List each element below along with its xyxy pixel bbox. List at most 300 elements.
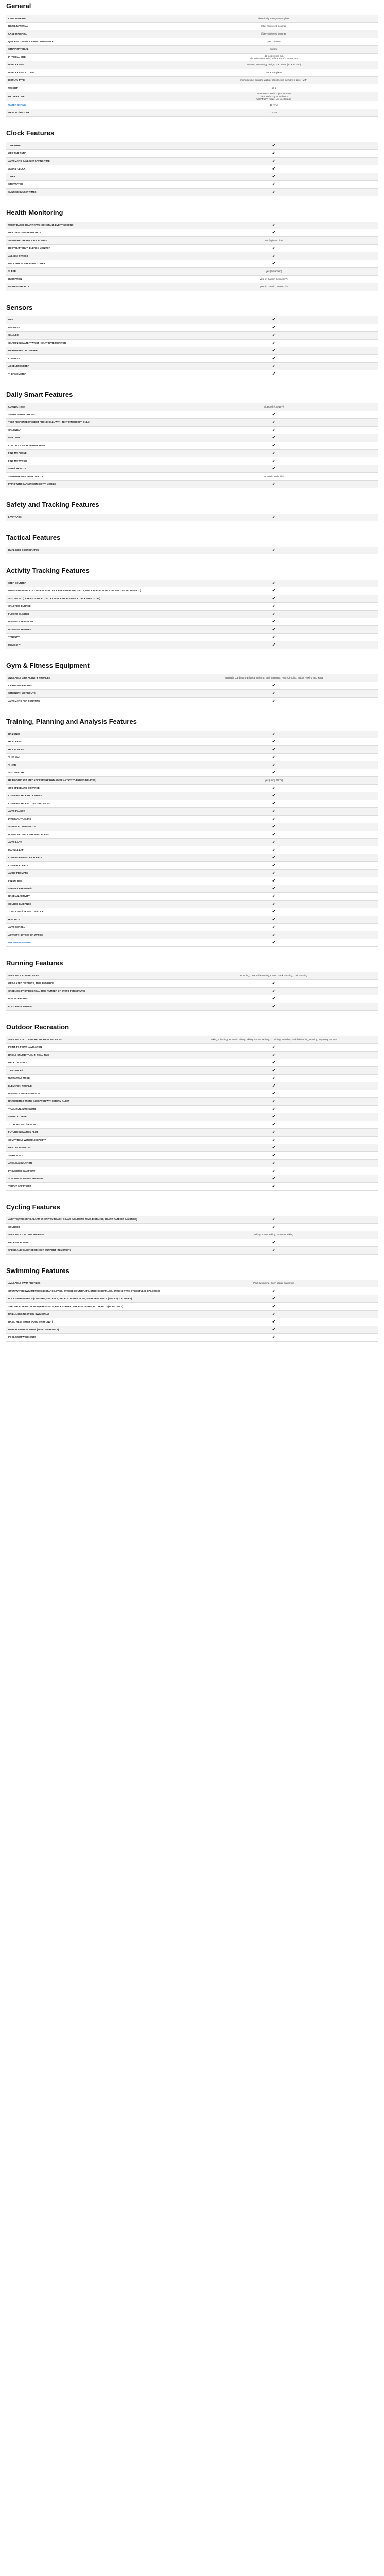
spec-label: DUAL GRID COORDINATES (6, 547, 170, 554)
spec-label: HR BROADCAST (BROADCASTS HR DATA OVER ANT+™ TO PAIRED DEVICES) (6, 776, 170, 784)
spec-row (6, 403, 378, 411)
spec-label: DISTANCE TRAVELED (6, 618, 170, 625)
check-icon: ✔ (170, 1216, 378, 1224)
check-icon: ✔ (170, 442, 378, 449)
spec-value: Hiking, Climbing, Mountain Biking, Skiing, Snowboarding, XC Skiing, Stand Up Paddleboarding, Rowing, Kayaking, Tactical (170, 1036, 378, 1044)
spec-row (6, 908, 378, 916)
spec-label: GARMIN ELEVATE™ WRIST HEART RATE MONITOR (6, 339, 170, 347)
spec-table-activity-tracking-features (6, 580, 378, 649)
spec-value: 52 g (170, 84, 378, 92)
spec-row (6, 418, 378, 426)
spec-table-swimming-features (6, 1280, 378, 1342)
check-icon: ✔ (170, 222, 378, 229)
check-icon: ✔ (170, 316, 378, 324)
spec-label: AUTO PAUSE® (6, 807, 170, 815)
check-icon: ✔ (170, 1128, 378, 1136)
spec-row (6, 769, 378, 776)
check-icon: ✔ (170, 229, 378, 236)
check-icon: ✔ (170, 1295, 378, 1302)
check-icon: ✔ (170, 745, 378, 753)
spec-row (6, 869, 378, 877)
spec-label: SPEED AND CADENCE SENSOR SUPPORT (IN MOTION) (6, 1246, 170, 1254)
check-icon: ✔ (170, 1090, 378, 1097)
spec-label: BATTERY LIFE (6, 92, 170, 101)
spec-label: CUSTOMIZABLE DATA PAGES (6, 792, 170, 800)
spec-label: DRILL LOGGING (POOL SWIM ONLY) (6, 1310, 170, 1318)
spec-label: TRACBACK® (6, 1066, 170, 1074)
spec-label: DAILY RESTING HEART RATE (6, 229, 170, 236)
spec-row (6, 674, 378, 682)
spec-label: ACCELEROMETER (6, 362, 170, 370)
check-icon: ✔ (170, 641, 378, 649)
section-title-running-features: Running Features (6, 959, 63, 967)
section-title-activity-tracking-features: Activity Tracking Features (6, 566, 90, 574)
spec-label: AVAILABLE SWIM PROFILES (6, 1280, 170, 1287)
check-icon: ✔ (170, 142, 378, 150)
spec-row (6, 457, 378, 465)
check-icon: ✔ (170, 1151, 378, 1159)
spec-row (6, 800, 378, 807)
spec-label: BASIC REST TIMER (POOL SWIM ONLY) (6, 1318, 170, 1326)
spec-table-running-features (6, 972, 378, 1011)
spec-label: XERO™ LOCATIONS (6, 1182, 170, 1190)
spec-table-sensors (6, 316, 378, 378)
spec-row (6, 260, 378, 267)
check-icon: ✔ (170, 331, 378, 339)
spec-value: yes (in Garmin Connect™) (170, 283, 378, 291)
spec-row (6, 1333, 378, 1341)
check-icon: ✔ (170, 939, 378, 946)
spec-row (6, 745, 378, 753)
check-icon: ✔ (170, 1059, 378, 1066)
spec-label: WEIGHT (6, 84, 170, 92)
check-icon: ✔ (170, 877, 378, 885)
check-icon: ✔ (170, 1326, 378, 1333)
check-icon: ✔ (170, 738, 378, 745)
spec-label: AVAILABLE RUN PROFILES (6, 972, 170, 980)
spec-label: VIRB® REMOTE (6, 465, 170, 472)
spec-row (6, 931, 378, 939)
spec-label: SUN AND MOON INFORMATION (6, 1175, 170, 1182)
check-icon: ✔ (170, 916, 378, 923)
spec-row (6, 1136, 378, 1144)
spec-row (6, 1036, 378, 1044)
spec-row (6, 1113, 378, 1121)
spec-row (6, 283, 378, 291)
spec-label: ALARM CLOCK (6, 165, 170, 173)
spec-row (6, 784, 378, 792)
spec-label: DISPLAY RESOLUTION (6, 69, 170, 77)
spec-label: GALILEO (6, 331, 170, 339)
check-icon: ✔ (170, 426, 378, 434)
spec-label: POOL SWIM METRICS (LENGTHS, DISTANCE, PACE, STROKE COUNT, SWIM EFFICIENCY (SWOLF), CALORIES) (6, 1295, 170, 1302)
spec-row (6, 30, 378, 38)
spec-row (6, 641, 378, 649)
check-icon: ✔ (170, 587, 378, 595)
spec-label: PROJECTED WAYPOINT (6, 1167, 170, 1175)
check-icon: ✔ (170, 1136, 378, 1144)
spec-label: FUTURE ELEVATION PLOT (6, 1128, 170, 1136)
section-title-sensors: Sensors (6, 303, 33, 311)
spec-label: HR ALERTS (6, 738, 170, 745)
spec-label: COURSE GUIDANCE (6, 900, 170, 908)
spec-label: AUTO LAP® (6, 838, 170, 846)
check-icon: ✔ (170, 1246, 378, 1254)
spec-row (6, 84, 378, 92)
spec-label: HR CALORIES (6, 745, 170, 753)
spec-row (6, 1121, 378, 1128)
check-icon: ✔ (170, 157, 378, 165)
spec-row (6, 188, 378, 196)
spec-row (6, 587, 378, 595)
spec-row (6, 1287, 378, 1295)
spec-label: BEZEL MATERIAL (6, 23, 170, 30)
check-icon: ✔ (170, 831, 378, 838)
spec-row (6, 1302, 378, 1310)
section-title-clock-features: Clock Features (6, 129, 55, 137)
spec-row (6, 689, 378, 697)
spec-row (6, 61, 378, 69)
check-icon: ✔ (170, 854, 378, 861)
spec-value: Strength, Cardio and Elliptical Training, Stair Stepping, Floor Climbing, Indoor Rowing and Yoga (170, 674, 378, 682)
spec-row (6, 761, 378, 769)
spec-row (6, 362, 378, 370)
check-icon: ✔ (170, 1310, 378, 1318)
check-icon: ✔ (170, 449, 378, 457)
spec-value: fiber-reinforced polymer (170, 23, 378, 30)
check-icon: ✔ (170, 1113, 378, 1121)
check-icon: ✔ (170, 838, 378, 846)
spec-label-link[interactable]: WATER RATING (8, 103, 26, 106)
spec-row (6, 1239, 378, 1246)
spec-label: COMPATIBLE WITH BASECAMP™ (6, 1136, 170, 1144)
spec-row (6, 731, 378, 738)
section-title-cycling-features: Cycling Features (6, 1202, 60, 1211)
spec-label: WEATHER (6, 434, 170, 442)
spec-label: BAROMETRIC ALTIMETER (6, 347, 170, 354)
spec-label: FLOORS CLIMBED (6, 610, 170, 618)
spec-value: 16 MB (170, 109, 378, 116)
check-icon: ✔ (170, 697, 378, 705)
spec-table-daily-smart-features (6, 403, 378, 488)
check-icon: ✔ (170, 465, 378, 472)
spec-row (6, 54, 378, 61)
spec-label: FIND MY WATCH (6, 457, 170, 465)
spec-row (6, 101, 378, 109)
check-icon: ✔ (170, 324, 378, 331)
spec-row (6, 180, 378, 188)
spec-row (6, 602, 378, 610)
spec-label: % HRR (6, 761, 170, 769)
spec-value: Bluetooth®, ANT+® (170, 403, 378, 411)
spec-label: FINISH TIME (6, 877, 170, 885)
section-title-tactical-features: Tactical Features (6, 533, 61, 541)
spec-row (6, 46, 378, 54)
spec-row (6, 1318, 378, 1326)
spec-label: AUTO GOAL (LEARNS YOUR ACTIVITY LEVEL AND ASSIGNS A DAILY STEP GOAL) (6, 595, 170, 602)
spec-value: yes (advanced) (170, 267, 378, 275)
spec-value: 45 x 45 x 15.3 mm Fits wrists with a circumference of 132-224 mm (170, 54, 378, 61)
spec-label: RACE AN ACTIVITY (6, 892, 170, 900)
check-icon: ✔ (170, 1223, 378, 1231)
spec-row (6, 165, 378, 173)
spec-value: yes (22 mm) (170, 38, 378, 46)
spec-row (6, 324, 378, 331)
spec-label: INTENSITY MINUTES (6, 625, 170, 633)
spec-row (6, 514, 378, 521)
spec-label: RACE AN ACTIVITY (6, 1239, 170, 1246)
check-icon: ✔ (170, 1097, 378, 1105)
spec-row (6, 987, 378, 995)
check-icon: ✔ (170, 149, 378, 157)
spec-value: iPhone®, Android™ (170, 472, 378, 480)
spec-label: PAIRS WITH GARMIN CONNECT™ MOBILE (6, 480, 170, 488)
check-icon: ✔ (170, 347, 378, 354)
spec-row (6, 465, 378, 472)
spec-row (6, 823, 378, 831)
spec-label: VIRTUAL PARTNER® (6, 885, 170, 892)
spec-row (6, 1105, 378, 1113)
spec-table-gym-fitness-equipment (6, 674, 378, 705)
spec-table-training-planning-and-analysis-features (6, 731, 378, 947)
check-icon: ✔ (170, 602, 378, 610)
spec-row (6, 892, 378, 900)
spec-label: QUICKFIT™ WATCH BAND COMPATIBLE (6, 38, 170, 46)
spec-row (6, 1151, 378, 1159)
check-icon: ✔ (170, 885, 378, 892)
spec-row (6, 1128, 378, 1136)
check-icon: ✔ (170, 689, 378, 697)
spec-row (6, 792, 378, 800)
spec-table-cycling-features (6, 1216, 378, 1255)
check-icon: ✔ (170, 610, 378, 618)
spec-label: STROKE TYPE DETECTION (FREESTYLE, BACKSTROKE, BREASTSTROKE, BUTTERFLY) (POOL ONLY) (6, 1302, 170, 1310)
spec-label: VERTICAL SPEED (6, 1113, 170, 1121)
check-icon: ✔ (170, 1333, 378, 1341)
spec-label: TRUEUP™ (6, 633, 170, 641)
spec-label: STRENGTH WORKOUTS (6, 689, 170, 697)
spec-label: ACTIVITY HISTORY ON WATCH (6, 931, 170, 939)
spec-label: HYDRATION (6, 275, 170, 283)
spec-row (6, 861, 378, 869)
check-icon: ✔ (170, 923, 378, 931)
spec-row (6, 815, 378, 823)
spec-label: CALORIES BURNED (6, 602, 170, 610)
section-title-general: General (6, 2, 31, 10)
check-icon: ✔ (170, 434, 378, 442)
check-icon: ✔ (170, 165, 378, 173)
spec-row (6, 1246, 378, 1254)
spec-row (6, 109, 378, 116)
spec-label: DOWNLOADABLE TRAINING PLANS (6, 831, 170, 838)
spec-label-link[interactable]: PACEPRO FEATURE (8, 941, 31, 944)
spec-table-outdoor-recreation (6, 1036, 378, 1191)
spec-label: AUDIO PROMPTS (6, 869, 170, 877)
spec-value: Smartwatch mode: Up to 18 days GPS mode: Up to 15 hours UltraTrac™ mode: Up to 40 hours (170, 92, 378, 101)
spec-value: Pool Swimming, Open Water Swimming (170, 1280, 378, 1287)
spec-row (6, 1097, 378, 1105)
spec-row (6, 1326, 378, 1333)
spec-label: CUSTOMIZABLE ACTIVITY PROFILES (6, 800, 170, 807)
spec-row (6, 776, 378, 784)
spec-label: TIME/DATE (6, 142, 170, 150)
spec-row (6, 610, 378, 618)
spec-label: GPS COORDINATES (6, 1144, 170, 1151)
check-icon: ✔ (170, 908, 378, 916)
spec-row (6, 331, 378, 339)
spec-table-safety-and-tracking-features (6, 514, 378, 521)
check-icon: ✔ (170, 1167, 378, 1175)
check-icon: ✔ (170, 1074, 378, 1082)
spec-row (6, 275, 378, 283)
check-icon: ✔ (170, 1121, 378, 1128)
spec-row (6, 1280, 378, 1287)
spec-row (6, 979, 378, 987)
spec-label: GPS-BASED DISTANCE, TIME AND PACE (6, 979, 170, 987)
spec-label: AUTOMATIC DAYLIGHT SAVING TIME (6, 157, 170, 165)
check-icon: ✔ (170, 1182, 378, 1190)
spec-label: GPS SPEED AND DISTANCE (6, 784, 170, 792)
spec-row (6, 23, 378, 30)
spec-row (6, 831, 378, 838)
spec-row (6, 595, 378, 602)
spec-label: AUTOMATIC REP COUNTING (6, 697, 170, 705)
spec-row (6, 877, 378, 885)
spec-label: THERMOMETER (6, 370, 170, 378)
spec-label: BAROMETRIC TREND INDICATOR WITH STORM ALERT (6, 1097, 170, 1105)
spec-row (6, 547, 378, 554)
check-icon: ✔ (170, 370, 378, 378)
spec-label: CADENCE (PROVIDES REAL-TIME NUMBER OF STEPS PER MINUTE) (6, 987, 170, 995)
spec-label: STRAP MATERIAL (6, 46, 170, 54)
check-icon: ✔ (170, 1066, 378, 1074)
check-icon: ✔ (170, 625, 378, 633)
check-icon: ✔ (170, 995, 378, 1003)
check-icon: ✔ (170, 761, 378, 769)
spec-row (6, 1144, 378, 1151)
spec-label: BREAD CRUMB TRAIL IN REAL TIME (6, 1051, 170, 1059)
section-title-daily-smart-features: Daily Smart Features (6, 390, 73, 398)
check-icon: ✔ (170, 173, 378, 180)
spec-label: DISTANCE TO DESTINATION (6, 1090, 170, 1097)
spec-label: DISPLAY TYPE (6, 77, 170, 84)
check-icon: ✔ (170, 900, 378, 908)
spec-row (6, 633, 378, 641)
spec-label: FOOT POD CAPABLE (6, 1003, 170, 1010)
spec-value: 10 ATM (170, 101, 378, 109)
spec-value: yes (high and low) (170, 236, 378, 244)
spec-row (6, 1216, 378, 1224)
spec-label: TIMER (6, 173, 170, 180)
spec-label: CONTROLS SMARTPHONE MUSIC (6, 442, 170, 449)
spec-label: AVAILABLE CYCLING PROFILES (6, 1231, 170, 1239)
spec-row (6, 149, 378, 157)
spec-row (6, 838, 378, 846)
spec-label: WOMEN'S HEALTH (6, 283, 170, 291)
spec-label: GPS TIME SYNC (6, 149, 170, 157)
spec-value: custom, low-energy design; 0.9" x 0.9" (23 x 23 mm) (170, 61, 378, 69)
spec-row (6, 854, 378, 861)
check-icon: ✔ (170, 1051, 378, 1059)
spec-row (6, 923, 378, 931)
spec-label: LIVETRACK (6, 514, 170, 521)
spec-row (6, 449, 378, 457)
check-icon: ✔ (170, 1082, 378, 1090)
spec-row (6, 916, 378, 923)
check-icon: ✔ (170, 339, 378, 347)
spec-row (6, 1051, 378, 1059)
spec-row (6, 173, 378, 180)
spec-label: RELAXATION BREATHING TIMER (6, 260, 170, 267)
spec-row (6, 69, 378, 77)
spec-label: INTERVAL TRAINING (6, 815, 170, 823)
check-icon: ✔ (170, 846, 378, 854)
spec-label (6, 939, 170, 946)
spec-row (6, 1182, 378, 1190)
spec-label: PHYSICAL SIZE (6, 54, 170, 61)
check-icon: ✔ (170, 1003, 378, 1010)
spec-row (6, 38, 378, 46)
spec-row (6, 1043, 378, 1051)
check-icon: ✔ (170, 354, 378, 362)
check-icon: ✔ (170, 792, 378, 800)
spec-row (6, 92, 378, 101)
check-icon: ✔ (170, 514, 378, 521)
check-icon: ✔ (170, 987, 378, 995)
spec-label: ALERTS (TRIGGERS ALARM WHEN YOU REACH GOALS INCLUDING TIME, DISTANCE, HEART RATE OR CALORIES) (6, 1216, 170, 1224)
spec-row (6, 1159, 378, 1167)
spec-label: CONFIGURABLE LAP ALERTS (6, 854, 170, 861)
check-icon: ✔ (170, 979, 378, 987)
spec-row (6, 480, 378, 488)
spec-label: DISPLAY SIZE (6, 61, 170, 69)
spec-value: Biking, Indoor Biking, Mountain Biking (170, 1231, 378, 1239)
check-icon: ✔ (170, 618, 378, 625)
check-icon: ✔ (170, 800, 378, 807)
check-icon: ✔ (170, 815, 378, 823)
spec-row (6, 472, 378, 480)
spec-label: AUTO MAX HR (6, 769, 170, 776)
check-icon: ✔ (170, 180, 378, 188)
spec-row (6, 939, 378, 946)
spec-row (6, 995, 378, 1003)
check-icon: ✔ (170, 418, 378, 426)
spec-row (6, 426, 378, 434)
spec-row (6, 157, 378, 165)
check-icon: ✔ (170, 547, 378, 554)
check-icon: ✔ (170, 252, 378, 260)
section-title-training-planning-and-analysis-features: Training, Planning and Analysis Features (6, 717, 137, 725)
spec-row (6, 347, 378, 354)
check-icon: ✔ (170, 580, 378, 587)
spec-value: fiber-reinforced polymer (170, 30, 378, 38)
spec-row (6, 244, 378, 252)
check-icon: ✔ (170, 1043, 378, 1051)
spec-row (6, 1223, 378, 1231)
spec-label: COMPASS (6, 354, 170, 362)
check-icon: ✔ (170, 807, 378, 815)
check-icon: ✔ (170, 1287, 378, 1295)
spec-value: chemically strengthened glass (170, 15, 378, 23)
spec-table-tactical-features (6, 547, 378, 554)
spec-row (6, 1310, 378, 1318)
check-icon: ✔ (170, 188, 378, 196)
spec-label: CONNECTIVITY (6, 403, 170, 411)
spec-row (6, 753, 378, 761)
spec-table-clock-features (6, 142, 378, 196)
spec-row (6, 370, 378, 378)
check-icon: ✔ (170, 892, 378, 900)
